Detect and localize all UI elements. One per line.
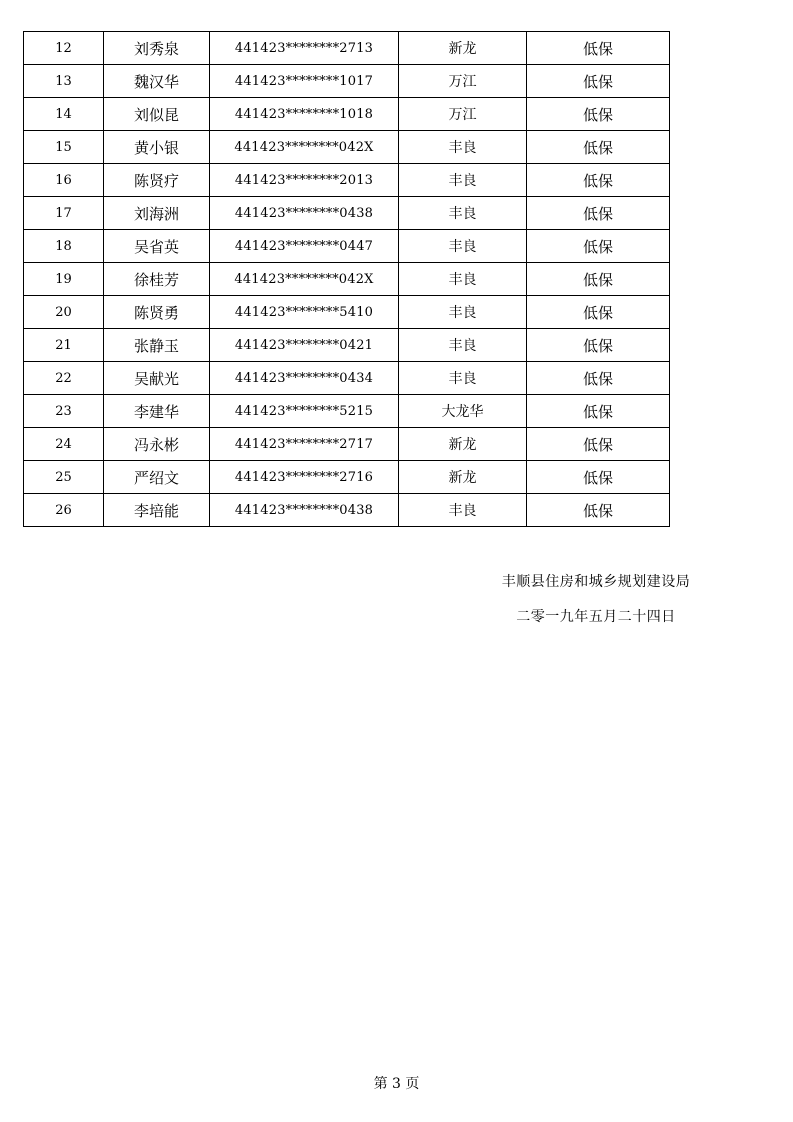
person-name: 李培能 [104,494,210,527]
row-number: 20 [24,296,104,329]
person-name: 严绍文 [104,461,210,494]
person-name: 吴省英 [104,230,210,263]
row-number: 21 [24,329,104,362]
recipient-table [23,31,670,527]
person-name: 张静玉 [104,329,210,362]
assistance-type: 低保 [527,461,670,494]
person-name: 吴献光 [104,362,210,395]
assistance-type: 低保 [527,296,670,329]
row-number: 18 [24,230,104,263]
issue-date: 二零一九年五月二十四日 [516,609,676,625]
person-name: 徐桂芳 [104,263,210,296]
row-number: 23 [24,395,104,428]
person-name: 刘秀泉 [104,32,210,65]
id-number: 441423********5215 [210,395,399,428]
row-number: 13 [24,65,104,98]
row-number: 17 [24,197,104,230]
row-number: 26 [24,494,104,527]
person-name: 黄小银 [104,131,210,164]
assistance-type: 低保 [527,395,670,428]
town-name: 丰良 [399,197,527,230]
table-row [24,428,670,461]
town-name: 丰良 [399,329,527,362]
assistance-type: 低保 [527,164,670,197]
id-number: 441423********2713 [210,32,399,65]
row-number: 12 [24,32,104,65]
person-name: 魏汉华 [104,65,210,98]
person-name: 李建华 [104,395,210,428]
assistance-type: 低保 [527,98,670,131]
person-name: 刘似昆 [104,98,210,131]
assistance-type: 低保 [527,65,670,98]
assistance-type: 低保 [527,329,670,362]
row-number: 15 [24,131,104,164]
person-name: 刘海洲 [104,197,210,230]
table-row [24,263,670,296]
town-name: 丰良 [399,131,527,164]
issuer-name: 丰顺县住房和城乡规划建设局 [501,574,691,590]
table-row [24,230,670,263]
id-number: 441423********0447 [210,230,399,263]
table-row [24,494,670,527]
recipient-table-body [24,32,670,527]
person-name: 冯永彬 [104,428,210,461]
person-name: 陈贤疗 [104,164,210,197]
id-number: 441423********2013 [210,164,399,197]
assistance-type: 低保 [527,428,670,461]
town-name: 丰良 [399,362,527,395]
row-number: 16 [24,164,104,197]
id-number: 441423********042X [210,263,399,296]
table-row [24,164,670,197]
id-number: 441423********0434 [210,362,399,395]
row-number: 19 [24,263,104,296]
assistance-type: 低保 [527,362,670,395]
row-number: 14 [24,98,104,131]
table-row [24,296,670,329]
table-row [24,65,670,98]
id-number: 441423********042X [210,131,399,164]
assistance-type: 低保 [527,230,670,263]
id-number: 441423********1017 [210,65,399,98]
table-row [24,362,670,395]
town-name: 万江 [399,98,527,131]
row-number: 22 [24,362,104,395]
town-name: 万江 [399,65,527,98]
town-name: 丰良 [399,230,527,263]
table-row [24,131,670,164]
id-number: 441423********2716 [210,461,399,494]
table-row [24,32,670,65]
assistance-type: 低保 [527,32,670,65]
table-row [24,197,670,230]
assistance-type: 低保 [527,131,670,164]
town-name: 丰良 [399,494,527,527]
town-name: 丰良 [399,263,527,296]
town-name: 丰良 [399,164,527,197]
table-row [24,98,670,131]
table-row [24,329,670,362]
id-number: 441423********0438 [210,197,399,230]
table-row [24,395,670,428]
town-name: 新龙 [399,461,527,494]
town-name: 新龙 [399,428,527,461]
row-number: 24 [24,428,104,461]
assistance-type: 低保 [527,494,670,527]
id-number: 441423********5410 [210,296,399,329]
table-row [24,461,670,494]
row-number: 25 [24,461,104,494]
assistance-type: 低保 [527,263,670,296]
id-number: 441423********2717 [210,428,399,461]
id-number: 441423********0438 [210,494,399,527]
town-name: 丰良 [399,296,527,329]
person-name: 陈贤勇 [104,296,210,329]
assistance-type: 低保 [527,197,670,230]
town-name: 新龙 [399,32,527,65]
town-name: 大龙华 [399,395,527,428]
id-number: 441423********0421 [210,329,399,362]
page-number: 第 3 页 [373,1076,420,1092]
id-number: 441423********1018 [210,98,399,131]
